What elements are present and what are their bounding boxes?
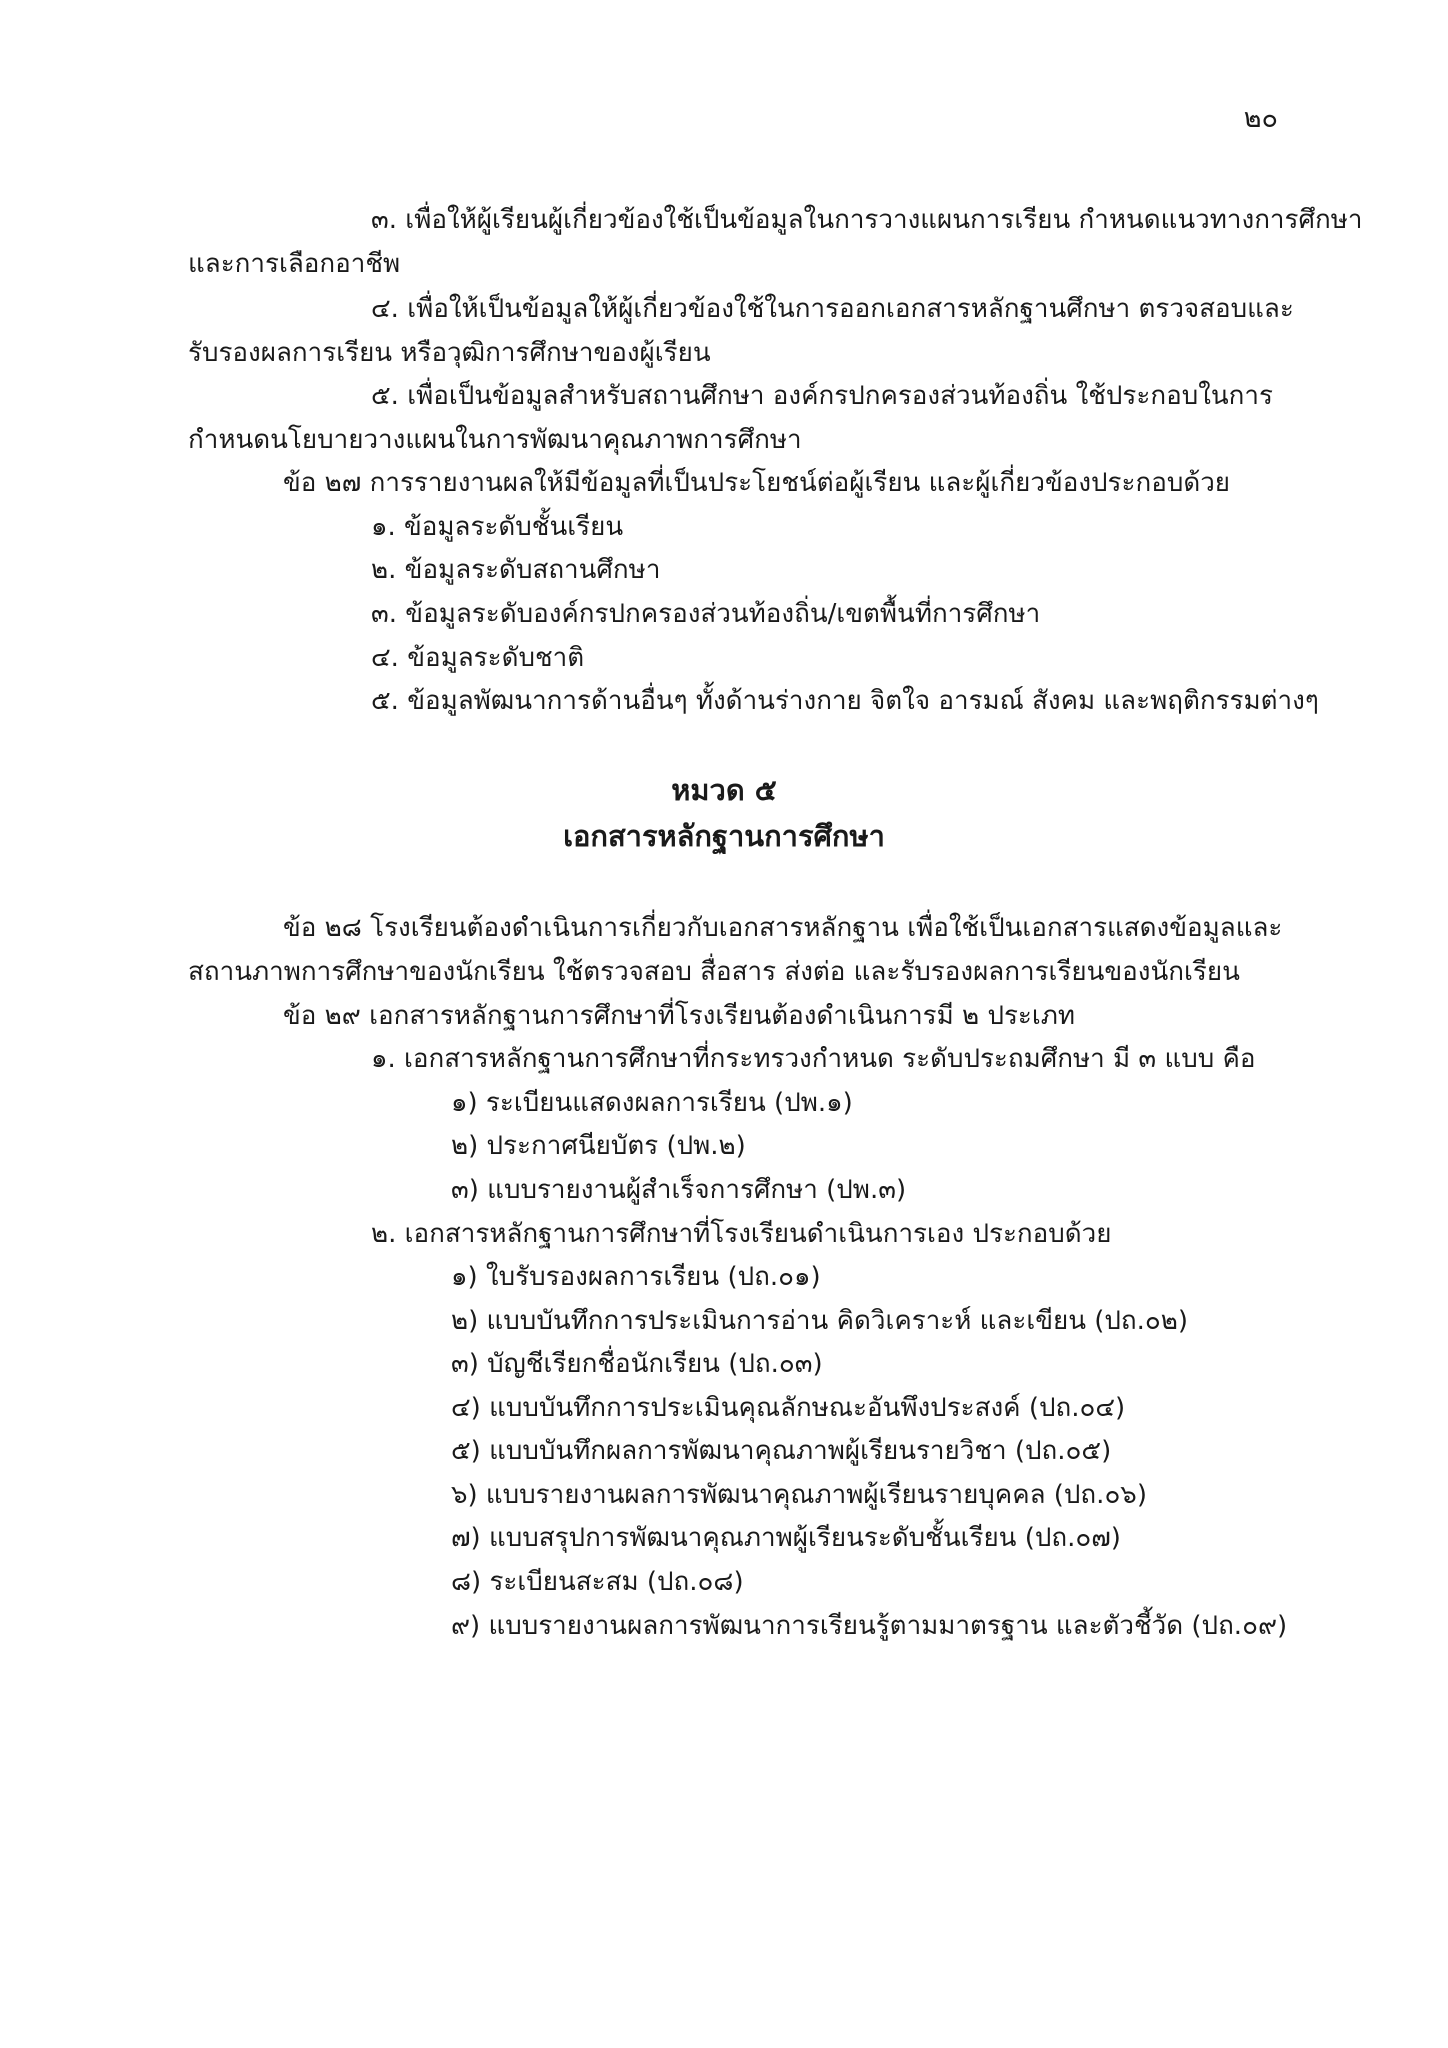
- page-number: ๒๐: [1243, 103, 1278, 134]
- list-item: ๕) แบบบันทึกผลการพัฒนาคุณภาพผู้เรียนรายวิชา (ปถ.๐๕): [451, 1436, 1112, 1466]
- list-item: ๓) แบบรายงานผู้สำเร็จการศึกษา (ปพ.๓): [451, 1175, 907, 1205]
- list-item: ๔) แบบบันทึกการประเมินคุณลักษณะอันพึงประสงค์ (ปถ.๐๔): [451, 1393, 1126, 1423]
- list-item: ๙) แบบรายงานผลการพัฒนาการเรียนรู้ตามมาตรฐาน และตัวชี้วัด (ปถ.๐๙): [451, 1611, 1288, 1641]
- list-item: ๓. ข้อมูลระดับองค์กรปกครองส่วนท้องถิ่น/เขตพื้นที่การศึกษา: [371, 599, 1041, 629]
- list-item: ๕. ข้อมูลพัฒนาการด้านอื่นๆ ทั้งด้านร่างกาย จิตใจ อารมณ์ สังคม และพฤติกรรมต่างๆ: [371, 686, 1319, 716]
- list-item: ๑) ระเบียนแสดงผลการเรียน (ปพ.๑): [451, 1088, 853, 1118]
- list-item: ๑. เอกสารหลักฐานการศึกษาที่กระทรวงกำหนด ระดับประถมศึกษา มี ๓ แบบ คือ: [371, 1044, 1256, 1074]
- list-item: ๒) ประกาศนียบัตร (ปพ.๒): [451, 1131, 746, 1161]
- text-line: รับรองผลการเรียน หรือวุฒิการศึกษาของผู้เรียน: [188, 338, 711, 368]
- list-item: ๔. ข้อมูลระดับชาติ: [371, 643, 585, 673]
- text-line: ๔. เพื่อให้เป็นข้อมูลให้ผู้เกี่ยวข้องใช้ในการออกเอกสารหลักฐานศึกษา ตรวจสอบและ: [371, 294, 1294, 324]
- list-item: ๑) ใบรับรองผลการเรียน (ปถ.๐๑): [451, 1262, 821, 1292]
- list-item: ๒) แบบบันทึกการประเมินการอ่าน คิดวิเคราะห์ และเขียน (ปถ.๐๒): [451, 1306, 1189, 1336]
- chapter-heading: หมวด ๕: [671, 773, 777, 807]
- list-item: ๘) ระเบียนสะสม (ปถ.๐๘): [451, 1567, 744, 1597]
- text-line: ข้อ ๒๘ โรงเรียนต้องดำเนินการเกี่ยวกับเอกสารหลักฐาน เพื่อใช้เป็นเอกสารแสดงข้อมูลและ: [283, 913, 1283, 943]
- text-line: ๓. เพื่อให้ผู้เรียนผู้เกี่ยวข้องใช้เป็นข้อมูลในการวางแผนการเรียน กำหนดแนวทางการศึกษา: [371, 205, 1363, 235]
- text-line: ข้อ ๒๗ การรายงานผลให้มีข้อมูลที่เป็นประโยชน์ต่อผู้เรียน และผู้เกี่ยวข้องประกอบด้วย: [283, 468, 1231, 498]
- text-line: ข้อ ๒๙ เอกสารหลักฐานการศึกษาที่โรงเรียนต้องดำเนินการมี ๒ ประเภท: [283, 1001, 1076, 1031]
- text-line: กำหนดนโยบายวางแผนในการพัฒนาคุณภาพการศึกษา: [188, 425, 802, 455]
- chapter-title: เอกสารหลักฐานการศึกษา: [563, 819, 885, 853]
- list-item: ๒. ข้อมูลระดับสถานศึกษา: [371, 555, 661, 585]
- list-item: ๖) แบบรายงานผลการพัฒนาคุณภาพผู้เรียนรายบุคคล (ปถ.๐๖): [451, 1480, 1147, 1510]
- list-item: ๑. ข้อมูลระดับชั้นเรียน: [371, 512, 624, 542]
- list-item: ๓) บัญชีเรียกชื่อนักเรียน (ปถ.๐๓): [451, 1349, 823, 1379]
- text-line: และการเลือกอาชีพ: [188, 249, 401, 279]
- list-item: ๗) แบบสรุปการพัฒนาคุณภาพผู้เรียนระดับชั้นเรียน (ปถ.๐๗): [451, 1523, 1121, 1553]
- text-line: สถานภาพการศึกษาของนักเรียน ใช้ตรวจสอบ สื่อสาร ส่งต่อ และรับรองผลการเรียนของนักเรียน: [188, 957, 1240, 987]
- list-item: ๒. เอกสารหลักฐานการศึกษาที่โรงเรียนดำเนินการเอง ประกอบด้วย: [371, 1219, 1112, 1249]
- text-line: ๕. เพื่อเป็นข้อมูลสำหรับสถานศึกษา องค์กรปกครองส่วนท้องถิ่น ใช้ประกอบในการ: [371, 381, 1273, 411]
